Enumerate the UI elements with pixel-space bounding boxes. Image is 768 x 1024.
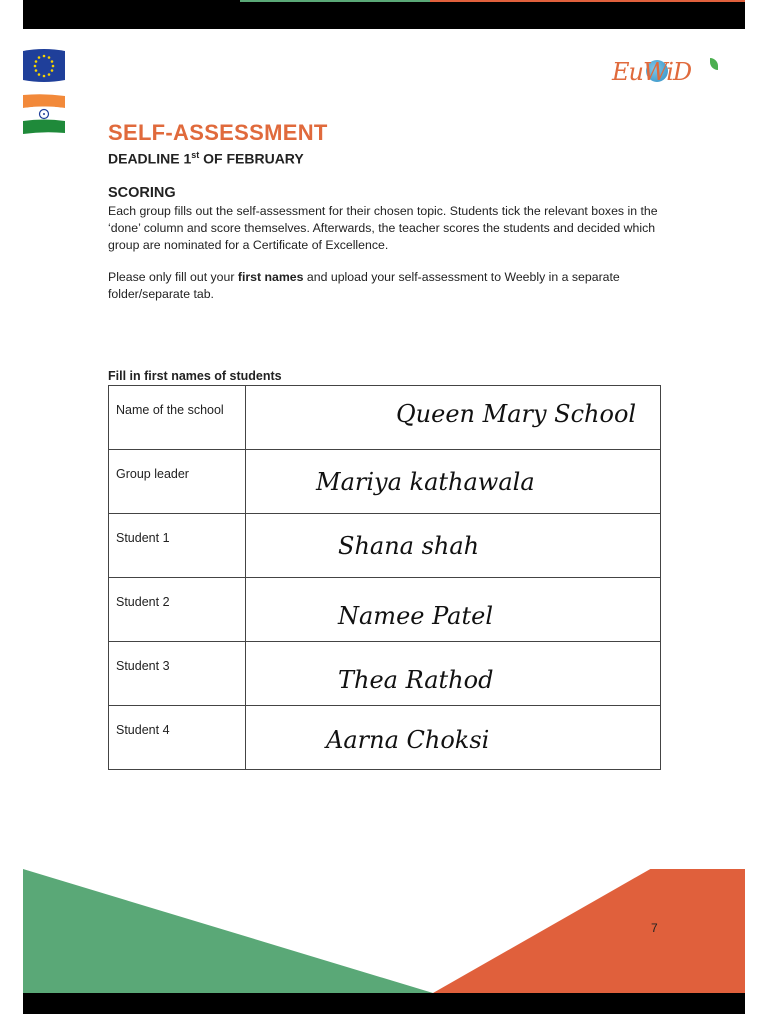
- instruction-pre: Please only fill out your: [108, 270, 238, 284]
- deadline-suffix: OF FEBRUARY: [199, 150, 304, 167]
- table-row: [109, 450, 661, 514]
- row-label: Student 4: [109, 706, 246, 770]
- top-orange-stripe: [430, 0, 745, 2]
- scoring-text: Each group fills out the self-assessment for their chosen topic. Students tick the relevant boxes in the ‘done’ column and score themselves. Afterwards, the teacher scores the students and decided which group are nominated for a Certificate of Excellence.: [108, 204, 658, 252]
- instruction-bold: first names: [237, 270, 304, 284]
- row-label: Student 2: [109, 578, 246, 642]
- table-row: [109, 706, 661, 770]
- row-value[interactable]: [246, 706, 661, 770]
- table-title: Fill in first names of students: [108, 369, 282, 383]
- instruction-post: and upload your self-assessment to Weebly in a separate folder/separate tab.: [108, 270, 620, 301]
- row-value-text: Mariya kathawala: [316, 468, 535, 496]
- euwid-logo: [612, 56, 716, 96]
- row-label: Group leader: [109, 450, 246, 514]
- eu-flag-icon: [23, 49, 65, 82]
- table-row: [109, 514, 661, 578]
- page-title: SELF-ASSESSMENT: [108, 120, 328, 145]
- deadline-prefix: DEADLINE 1: [108, 150, 192, 167]
- row-value[interactable]: [246, 642, 661, 706]
- deadline: [108, 150, 304, 167]
- row-value[interactable]: [246, 578, 661, 642]
- row-label: Name of the school: [109, 386, 246, 450]
- instruction-text: [108, 269, 664, 303]
- student-names-table: [108, 385, 661, 770]
- bottom-black-bar: [23, 993, 745, 1014]
- table-row: [109, 642, 661, 706]
- scoring-heading: SCORING: [108, 185, 176, 201]
- row-value-text: Namee Patel: [338, 602, 494, 630]
- deadline-sup: st: [191, 150, 200, 160]
- row-value[interactable]: [246, 386, 661, 450]
- row-value[interactable]: [246, 514, 661, 578]
- logo-text: EuWiD: [612, 58, 692, 86]
- row-value-text: Shana shah: [338, 532, 480, 560]
- row-value[interactable]: [246, 450, 661, 514]
- row-value-text: Thea Rathod: [338, 666, 494, 694]
- india-flag-icon: [23, 94, 65, 134]
- row-label: Student 1: [109, 514, 246, 578]
- row-label: Student 3: [109, 642, 246, 706]
- footer-decoration: [23, 869, 745, 993]
- top-black-bar: [23, 0, 745, 29]
- page-number: 7: [651, 921, 658, 935]
- top-green-stripe: [240, 0, 430, 2]
- table-row: [109, 578, 661, 642]
- leaf-icon: [710, 58, 718, 70]
- table-row: [109, 386, 661, 450]
- row-value-text: Queen Mary School: [396, 400, 637, 428]
- row-value-text: Aarna Choksi: [326, 726, 490, 754]
